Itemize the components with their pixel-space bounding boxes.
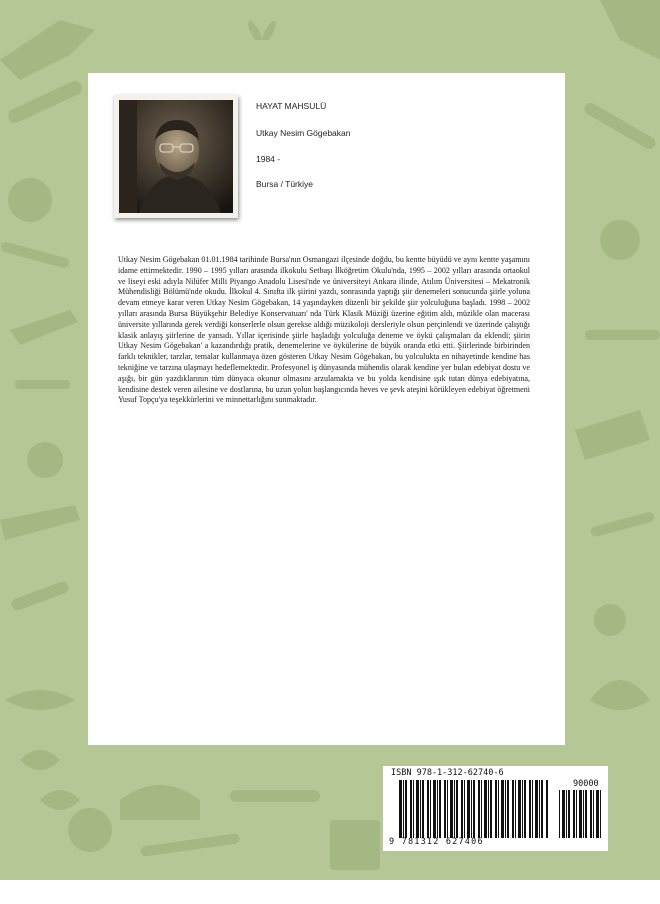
isbn-barcode-block	[383, 766, 608, 851]
barcode-bar	[471, 780, 472, 838]
author-biography: Utkay Nesim Gögebakan 01.01.1984 tarihinde Bursa'nın Osmangazi ilçesinde doğdu, bu kentte büyüdü ve aynı kentte yaşamını idame ettirmektedir. 1990 – 1995 yılları arasında ilkokulu Setbaşı İlköğretim Okulu'nda, 1995 – 2002 yılları arasında ortaokul ve liseyi eski adıyla Nilüfer Milli Piyango Anadolu Lisesi'nde ve üniversiteyi Ankara ilinde, Atılım Üniversitesi – Mekatronik Mühendisliği Bölümü'nde okudu. İlkokul 4. Sınıfta ilk şiirini yazdı, sonrasında yaptığı şiir denemeleri sonucunda şiirle yoluna devam etmeye karar veren Utkay Nesim Gögebakan, 14 yaşındayken düzenli bir şekilde şiir yolculuğuna başladı. 1998 – 2002 yılları arasında Bursa Büyükşehir Belediye Konservatuarı' nda Türk Klasik Müziği üzerine eğitim aldı, müzikle olan macerası üniversite yıllarında gerek verdiği konserlerle olsun gerekse aldığı müzikoloji dersleriyle olsun perçinlendi ve üzerinde çalıştığı klasik anlayış şiirlerine de yansıdı. Yıllar içerisinde şiirle başladığı yolculuğa deneme ve öykü çalışmaları da eklendi; şiirin Utkay Nesim Gögebakan' a kazandırdığı pratik, denemelerine ve öykülerine de büyük oranda etki etti. Şiirlerinde birbirinden farklı teknikler, tarzlar, temalar kullanmaya özen gösteren Utkay Nesim Gögebakan, bu yolculukta en nihayetinde kendine has tekniğine ve tarzına ulaşmayı hedeflemektedir. Profesyonel iş dünyasında mühendis olarak kendine yer bulan edebiyat dostu ve aşığı, bir gün yazdıklarının tüm dünyaca okunur olmasını arzulamakta ve bu yolda kendisine ışık tutan dünya edebiyatına, kendisine destek veren ailesine ve dostlarına, bu uzun yolun başlangıcında heves ve şevk ateşini körükleyen edebiyat öğretmeni Yusuf Topçu'ya teşekkürlerini ve minnettarlığını sunmaktadır.	[118, 255, 530, 405]
barcode-bar	[562, 790, 565, 838]
author-birth-year: 1984 -	[256, 154, 281, 164]
barcode-bar	[498, 780, 499, 838]
barcode-bar	[505, 780, 506, 838]
barcode-bar	[444, 780, 446, 838]
price-code: 90000	[573, 779, 599, 789]
leaf-silhouette	[590, 680, 650, 710]
isbn-barcode-bars	[399, 780, 549, 840]
barcode-bar	[596, 790, 599, 838]
gear-silhouette	[8, 178, 52, 222]
barcode-digits: 9 781312 627406	[389, 837, 484, 847]
barcode-bar	[518, 780, 521, 838]
leaves-silhouette	[20, 750, 80, 810]
author-photo	[119, 100, 233, 213]
barcode-bar	[420, 780, 421, 838]
barcode-bar	[478, 780, 480, 838]
barcode-bar	[447, 780, 448, 838]
barcode-bar	[405, 780, 407, 838]
barcode-bar	[573, 790, 575, 838]
price-barcode-bars	[559, 790, 603, 840]
pig-silhouette	[120, 785, 200, 820]
barcode-bar	[576, 790, 577, 838]
hammer-silhouette	[10, 310, 78, 345]
barcode-bar	[495, 780, 497, 838]
barcode-bar	[427, 780, 429, 838]
author-info-panel	[88, 73, 565, 745]
barcode-bar	[546, 780, 548, 838]
barcode-bar	[399, 780, 402, 838]
barcode-bar	[593, 790, 594, 838]
author-portrait-image	[119, 100, 233, 213]
author-name: Utkay Nesim Gögebakan	[256, 128, 351, 138]
barcode-bar	[559, 790, 560, 838]
fish-silhouette	[5, 690, 75, 710]
butterfly-silhouette	[248, 20, 275, 42]
barcode-bar	[568, 790, 570, 838]
barcode-bar	[439, 780, 441, 838]
barcode-bar	[488, 780, 489, 838]
barcode-bar	[422, 780, 424, 838]
barcode-bar	[473, 780, 475, 838]
series-title: HAYAT MAHSULÜ	[256, 101, 327, 111]
barcode-bar	[413, 780, 414, 838]
barcode-bar	[590, 790, 592, 838]
barcode-bar	[529, 780, 531, 838]
barcode-bar	[512, 780, 514, 838]
barcode-bar	[454, 780, 455, 838]
barcode-bar	[585, 790, 587, 838]
isbn-label: ISBN 978-1-312-62740-6	[391, 768, 504, 778]
barcode-bar	[532, 780, 533, 838]
barcode-bar	[522, 780, 523, 838]
barcode-bar	[490, 780, 492, 838]
barcode-bar	[416, 780, 419, 838]
barcode-bar	[484, 780, 487, 838]
drill-silhouette	[575, 410, 650, 460]
barcode-bar	[456, 780, 458, 838]
barcode-bar	[464, 780, 465, 838]
author-photo-frame	[114, 95, 238, 218]
barcode-bar	[566, 790, 567, 838]
barcode-bar	[467, 780, 470, 838]
pliers-silhouette	[0, 20, 95, 80]
barcode-bar	[501, 780, 504, 838]
barcode-bar	[430, 780, 431, 838]
barcode-bar	[541, 780, 543, 838]
barcode-bar	[507, 780, 509, 838]
barcode-bar	[583, 790, 584, 838]
barcode-bar	[450, 780, 453, 838]
wrench-silhouette	[6, 79, 84, 125]
barcode-bar	[539, 780, 540, 838]
barcode-bar	[481, 780, 482, 838]
barcode-bar	[437, 780, 438, 838]
barcode-bar	[535, 780, 538, 838]
barcode-bar	[403, 780, 404, 838]
barcode-bar	[433, 780, 436, 838]
author-location: Bursa / Türkiye	[256, 179, 314, 189]
barcode-bar	[524, 780, 526, 838]
barcode-bar	[579, 790, 582, 838]
barcode-bar	[515, 780, 516, 838]
barcode-bar	[461, 780, 463, 838]
barcode-bar	[600, 790, 601, 838]
barcode-bar	[410, 780, 412, 838]
